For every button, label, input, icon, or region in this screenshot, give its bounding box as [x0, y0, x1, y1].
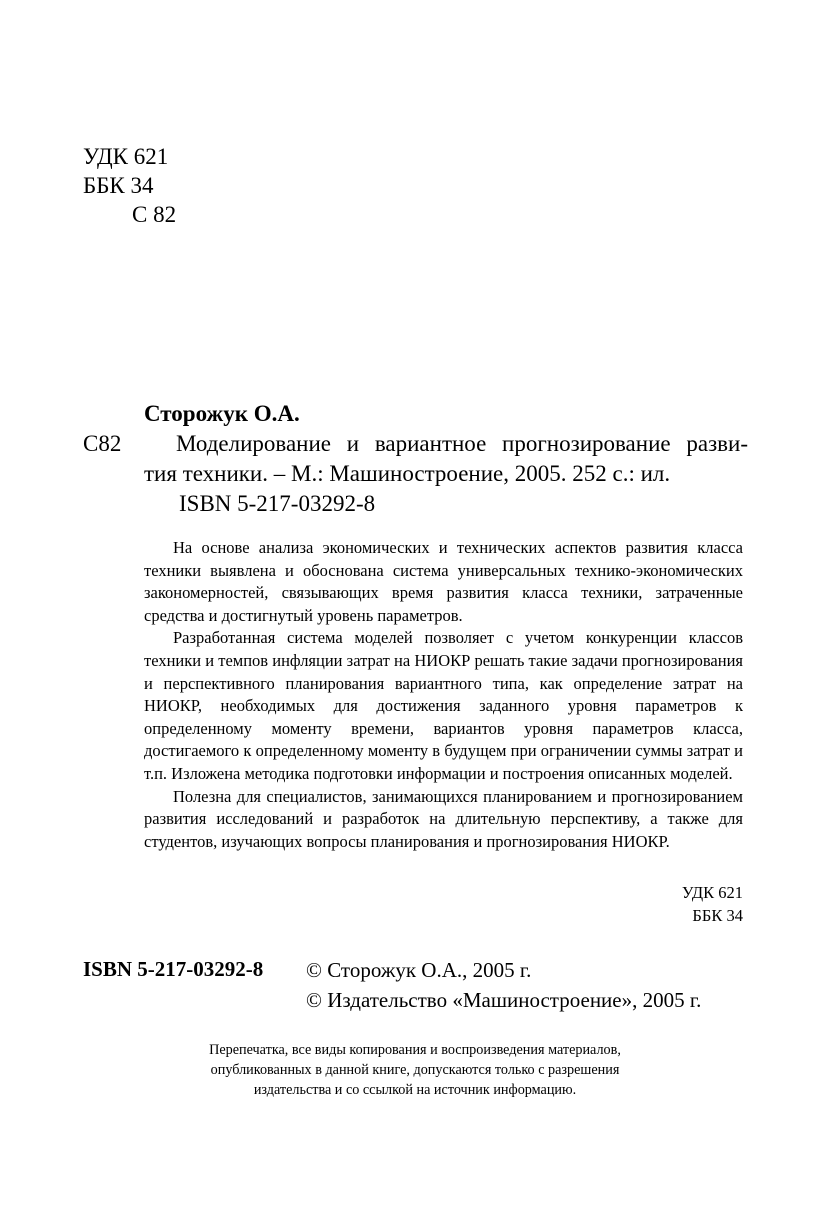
catalog-code: С82	[83, 431, 122, 456]
abstract	[144, 537, 743, 853]
notice-line-2: опубликованных в данной книге, допускаются только с разрешения	[210, 1062, 620, 1078]
classification-block	[83, 142, 176, 229]
copyright-publisher: © Издательство «Машиностроение», 2005 г.	[306, 988, 702, 1012]
isbn-line: ISBN 5-217-03292-8	[179, 491, 376, 516]
bbk-code: ББК 34	[83, 173, 154, 198]
author-name: Сторожук О.А.	[144, 401, 300, 426]
notice-line-1: Перепечатка, все виды копирования и воспроизведения материалов,	[209, 1042, 621, 1058]
abstract-codes	[682, 882, 743, 927]
title-line-1: Моделирование и вариантное прогнозирование разви-	[176, 431, 748, 456]
abstract-paragraph-2: Разработанная система моделей позволяет с учетом конкуренции классов техники и темпов инфляции затрат на НИОКР решать такие задачи прогнозирования и перспективного планирования вариантного типа, как определение затрат на НИОКР, необходимых для достижения заданного уровня параметров к определенному моменту времени, вариантов уровня параметров класса, достигаемого к определенному моменту в будущем при ограничении суммы затрат и т.п. Изложена методика подготовки информации и построения описанных моделей.	[144, 628, 743, 783]
title-line-2: тия техники. – М.: Машиностроение, 2005. 252 с.: ил.	[144, 461, 671, 486]
isbn: ISBN 5-217-03292-8	[83, 957, 264, 981]
copyright-author: © Сторожук О.А., 2005 г.	[306, 958, 532, 982]
copyright-block	[306, 955, 701, 1015]
reprint-notice	[140, 1040, 690, 1100]
abstract-paragraph-3: Полезна для специалистов, занимающихся планированием и прогнозированием развития исследований и разработок на длительную перспективу, а также для студентов, изучающих вопросы планирования и прогнозирования НИОКР.	[144, 786, 743, 851]
title-block	[144, 429, 748, 519]
notice-line-3: издательства и со ссылкой на источник информацию.	[253, 1082, 577, 1098]
abstract-bbk: ББК 34	[692, 905, 743, 925]
abstract-udk: УДК 621	[681, 883, 743, 902]
abstract-paragraph-1: На основе анализа экономических и технических аспектов развития класса техники выявлена и обоснована система универсальных технико-экономических закономерностей, связывающих время развития класса техники, затраченные средства и достигнутый уровень параметров.	[144, 538, 743, 625]
udk-code: УДК 621	[83, 144, 169, 169]
author-mark: С 82	[132, 202, 177, 227]
